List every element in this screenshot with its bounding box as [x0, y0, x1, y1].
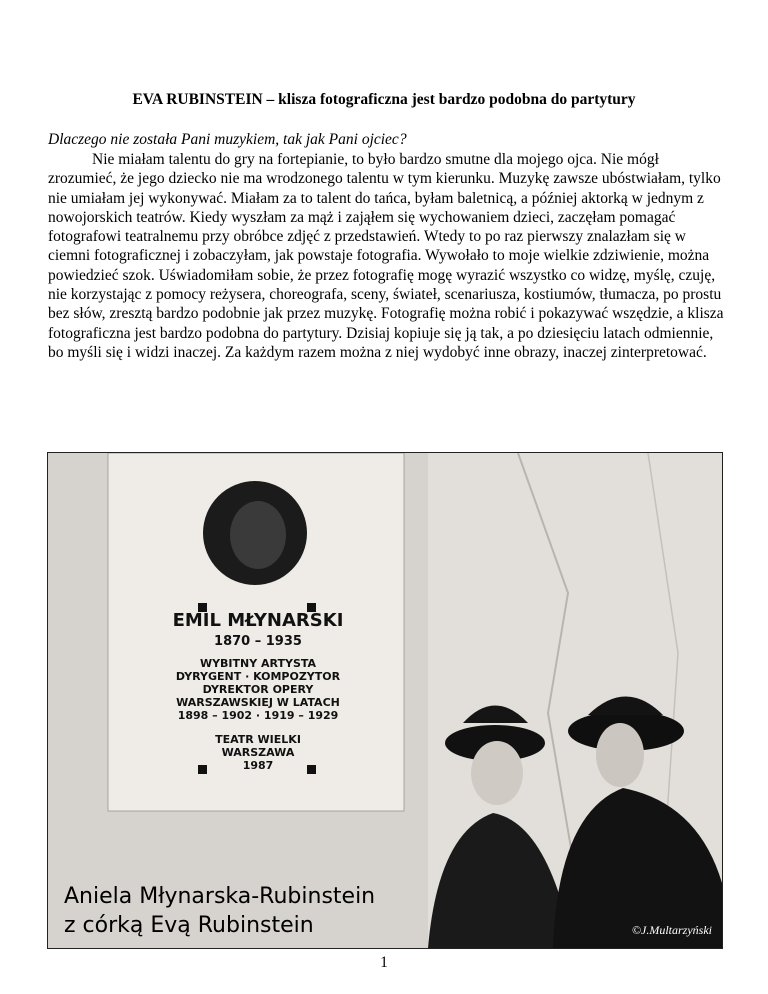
plaque-line: WYBITNY ARTYSTA [199, 657, 317, 670]
plaque-line: 1987 [242, 759, 274, 772]
caption-line: z córką Evą Rubinstein [64, 913, 314, 938]
interview-question: Dlaczego nie została Pani muzykiem, tak jak Pani ojciec? [48, 131, 407, 148]
photo-copyright: ©J.Multarzyński [631, 923, 712, 937]
plaque-line: DYRYGENT · KOMPOZYTOR [175, 670, 341, 683]
photo-scene [48, 453, 722, 948]
plaque-years: 1870 – 1935 [214, 634, 302, 649]
caption-line: Aniela Młynarska-Rubinstein [64, 884, 376, 909]
plaque-line: 1898 – 1902 · 1919 – 1929 [177, 709, 339, 722]
plaque-line: DYREKTOR OPERY [202, 683, 314, 696]
interview-answer: Nie miałam talentu do gry na fortepianie, to było bardzo smutne dla mojego ojca. Nie mógł zrozumieć, że jego dziecko nie ma wrodzonego talentu w tym kierunku. Muzykę zawsze ubóstwiałam, tylko nie umiałam jej wykonywać. Miałam za to talent do tańca, byłam baletnicą, a później aktorką w jednym z nowojorskich teatrów. Kiedy wyszłam za mąż i zająłem się wychowaniem dzieci, zaczęłam pomagać fotografowi teatralnemu przy obróbce zdjęć z przedstawień. Wtedy to po raz pierwszy znalazłam się w ciemni fotograficznej i zobaczyłam, jak powstaje fotografia. Wywołało to moje wielkie zdziwienie, można powiedzieć szok. Uświadomiłam sobie, że przez fotografię mogę wyrazić wszystko co widzę, myślę, czuję, nie korzystając z pomocy reżysera, choreografa, sceny, świateł, scenariusza, kostiumów, tłumacza, po prostu bez słów, zresztą bardzo podobnie jak przez muzykę. Fotografię można robić i pokazywać wszędzie, a klisza fotograficzna jest bardzo podobna do partytury. Dzisiaj kopiuje się ją tak, a po dziesięciu latach odmiennie, bo myśli się i widzi inaczej. Za każdym razem można z niej wydobyć inne obrazy, inaczej zinterpretować. [48, 151, 724, 361]
plaque-line: WARSZAWSKIEJ W LATACH [176, 696, 340, 709]
document-title: EVA RUBINSTEIN – klisza fotograficzna jest bardzo podobna do partytury [132, 91, 636, 108]
plaque-line: WARSZAWA [221, 746, 295, 759]
plaque-name: EMIL MŁYNARSKI [172, 610, 344, 631]
page-number: 1 [380, 954, 388, 971]
plaque-line: TEATR WIELKI [215, 733, 301, 746]
photograph [47, 452, 723, 949]
photo-caption [64, 882, 375, 940]
